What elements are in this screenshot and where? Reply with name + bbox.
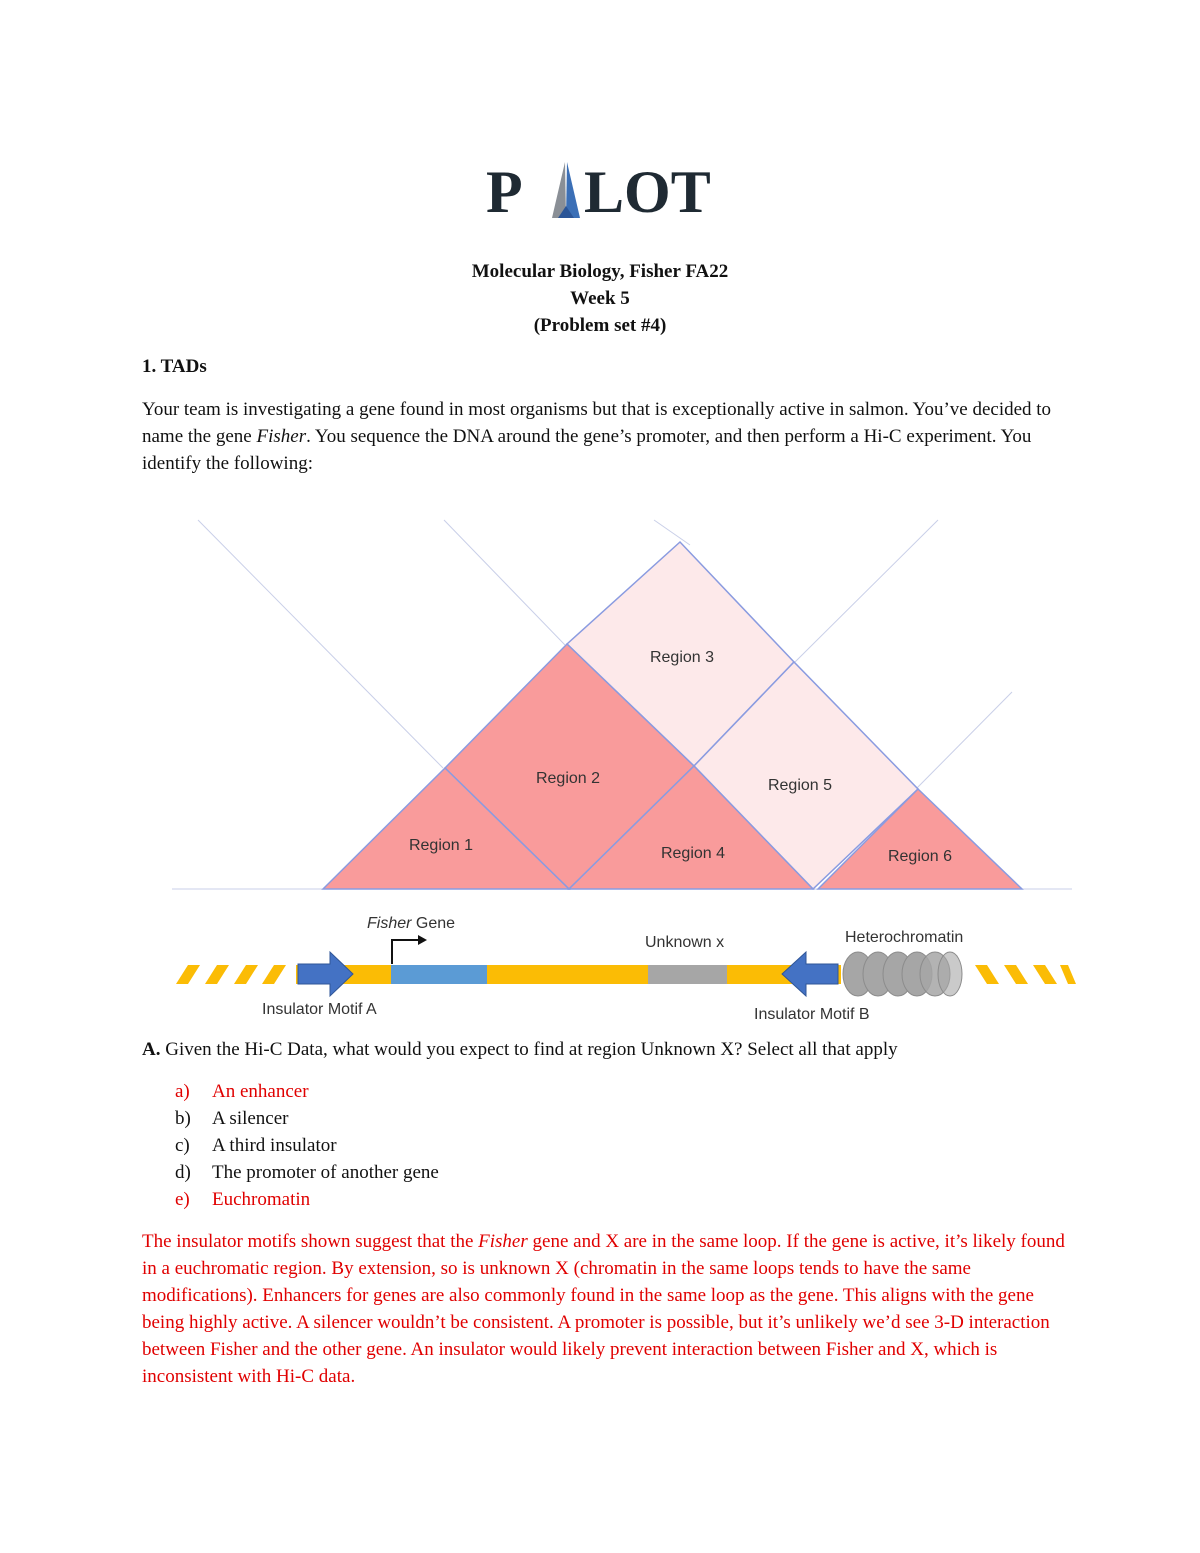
option-text: Euchromatin	[212, 1189, 311, 1210]
section-heading: 1. TADs	[142, 356, 207, 377]
region-3-label: Region 3	[649, 649, 715, 666]
week-label: Week 5	[570, 288, 630, 309]
option-a	[175, 1078, 439, 1105]
heterochromatin-label: Heterochromatin	[845, 929, 964, 946]
course-title: Molecular Biology, Fisher FA22	[471, 261, 729, 282]
pilot-logo	[486, 160, 718, 224]
option-text: The promoter of another gene	[212, 1162, 439, 1183]
answer-options-list	[175, 1078, 439, 1213]
region-4-label: Region 4	[660, 845, 726, 862]
answer-explanation	[142, 1228, 1067, 1390]
unknown-x-label: Unknown x	[645, 934, 725, 951]
option-letter: a)	[175, 1081, 190, 1102]
option-letter: c)	[175, 1135, 190, 1156]
insulator-b-arrow-icon	[782, 952, 838, 996]
option-text: A silencer	[212, 1108, 289, 1129]
option-letter: e)	[175, 1189, 190, 1210]
insulator-a-label: Insulator Motif A	[262, 1001, 377, 1018]
right-dashed-end	[975, 965, 1076, 984]
hic-diagram-svg	[0, 500, 1200, 1040]
question-a	[142, 1036, 1102, 1063]
option-text: An enhancer	[212, 1081, 309, 1102]
region-6-label: Region 6	[887, 848, 953, 865]
heterochromatin-nucleosomes	[843, 952, 962, 996]
question-letter: A.	[142, 1039, 161, 1060]
promoter-arrowhead-icon	[418, 935, 427, 945]
fisher-gene-label: Fisher Gene	[367, 915, 456, 932]
option-letter: b)	[175, 1108, 191, 1129]
option-b	[175, 1105, 439, 1132]
option-d	[175, 1159, 439, 1186]
region-1-label: Region 1	[408, 837, 474, 854]
document-header	[0, 258, 1200, 339]
answer-text-1: The insulator motifs shown suggest that the	[142, 1231, 479, 1252]
option-letter: d)	[175, 1162, 191, 1183]
logo-letter-p: P	[486, 160, 523, 224]
unknown-x-block	[648, 965, 727, 984]
region-5-label: Region 5	[767, 777, 833, 794]
intro-gene-name: Fisher	[256, 426, 307, 447]
region-2-label: Region 2	[535, 770, 601, 787]
pilot-logo-graphic	[486, 160, 718, 224]
option-text: A third insulator	[212, 1135, 337, 1156]
hic-diagram	[0, 500, 1200, 1040]
left-dashed-end	[176, 965, 286, 984]
option-e	[175, 1186, 439, 1213]
promoter-arrow-icon	[392, 940, 418, 964]
intro-paragraph	[142, 396, 1067, 477]
option-c	[175, 1132, 439, 1159]
intro-text-2: . You sequence the DNA around the gene’s promoter, and then perform a Hi-C experiment. You identify the following:	[142, 426, 1032, 474]
rocket-arrow-icon	[552, 162, 580, 218]
question-text: Given the Hi-C Data, what would you expect to find at region Unknown X? Select all that apply	[160, 1039, 898, 1060]
chromatin-bar	[296, 965, 841, 984]
logo-letters-lot: LOT	[584, 160, 711, 224]
problem-set-label: (Problem set #4)	[533, 315, 667, 336]
insulator-a-arrow-icon	[298, 952, 353, 996]
answer-text-2: gene and X are in the same loop. If the gene is active, it’s likely found in a euchromatic region. By extension, so is unknown X (chromatin in the same loops tends to have the same modifications). Enhancers for genes are also commonly found in the same loop as the gene. This aligns with the gene being highly active. A silencer wouldn’t be consistent. A promoter is possible, but it’s unlikely we’d see 3-D interaction between Fisher and the other gene. An insulator would likely prevent interaction between Fisher and X, which is inconsistent with Hi-C data.	[142, 1231, 1065, 1387]
fisher-gene-block	[391, 965, 487, 984]
intro-text-1: Your team is investigating a gene found in most organisms but that is exceptionally active in salmon. You’ve decided to name the gene	[142, 399, 1052, 447]
insulator-b-label: Insulator Motif B	[754, 1006, 870, 1023]
answer-gene-name: Fisher	[478, 1231, 528, 1252]
